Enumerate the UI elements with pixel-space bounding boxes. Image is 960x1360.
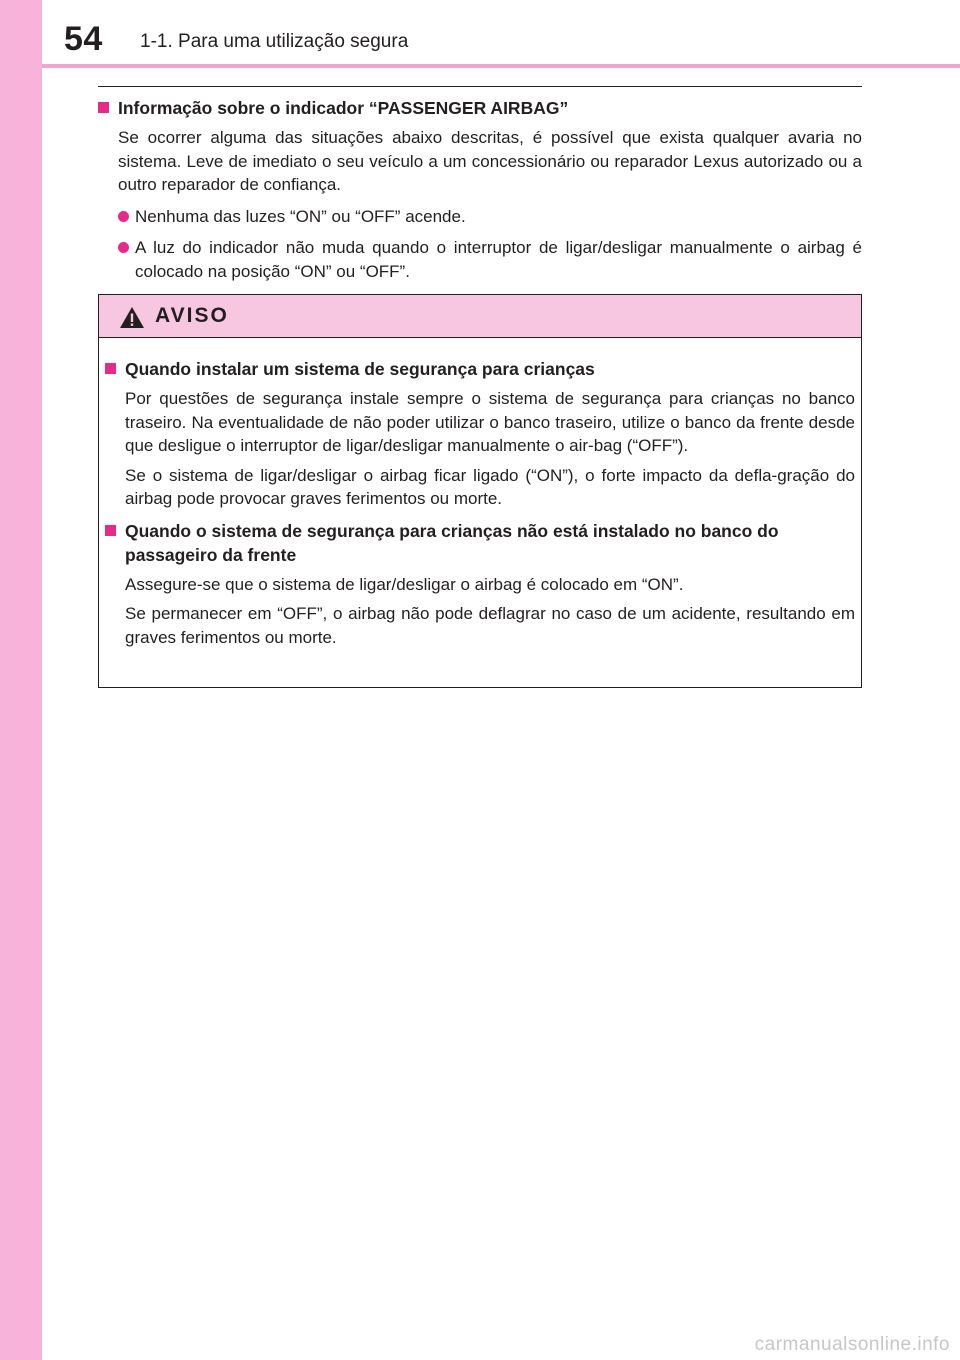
content-divider <box>98 86 862 87</box>
pink-dot-icon <box>118 242 129 253</box>
pink-dot-icon <box>118 211 129 222</box>
warning-body <box>105 357 855 649</box>
info-bullet <box>118 205 862 229</box>
warning-heading-text: Quando instalar um sistema de segurança para crianças <box>125 359 595 379</box>
warning-box <box>98 294 862 688</box>
warning-paragraph: Se permanecer em “OFF”, o airbag não pode deflagrar no caso de um acidente, resultando em graves ferimentos ou morte. <box>125 604 855 647</box>
info-bullet-text: A luz do indicador não muda quando o interruptor de ligar/desligar manualmente o airbag é colocado na posição “ON” ou “OFF”. <box>135 238 862 281</box>
page-header <box>42 0 960 70</box>
info-bullet-text: Nenhuma das luzes “ON” ou “OFF” acende. <box>135 206 466 226</box>
info-section <box>98 96 862 283</box>
info-heading-text: Informação sobre o indicador “PASSENGER AIRBAG” <box>118 98 569 118</box>
warning-title: AVISO <box>155 304 229 327</box>
section-title: 1-1. Para uma utilização segura <box>140 31 409 52</box>
info-paragraph: Se ocorrer alguma das situações abaixo descritas, é possível que exista qualquer avaria no sistema. Leve de imediato o seu veículo a um concessionário ou reparador Lexus autorizado ou a outro reparador de confiança. <box>118 128 862 194</box>
side-color-band <box>0 0 42 1360</box>
warning-heading-text: Quando o sistema de segurança para crianças não está instalado no banco do passageiro da frente <box>125 520 779 565</box>
warning-heading <box>105 357 855 381</box>
header-divider <box>42 64 960 68</box>
pink-square-icon <box>105 363 116 374</box>
watermark: carmanualsonline.info <box>754 1334 950 1355</box>
page-number: 54 <box>64 20 103 58</box>
warning-paragraph: Por questões de segurança instale sempre o sistema de segurança para crianças no banco traseiro. Na eventualidade de não poder utilizar o banco traseiro, utilize o banco da frente desde que desligue o interruptor de ligar/desligar manualmente o air-bag (“OFF”). <box>125 389 855 455</box>
info-bullet <box>118 236 862 283</box>
warning-paragraph: Se o sistema de ligar/desligar o airbag ficar ligado (“ON”), o forte impacto da defla-gração do airbag pode provocar graves ferimentos ou morte. <box>125 465 855 508</box>
info-heading <box>98 96 862 120</box>
warning-paragraph: Assegure-se que o sistema de ligar/desligar o airbag é colocado em “ON”. <box>125 574 684 594</box>
pink-square-icon <box>98 102 109 113</box>
warning-header <box>99 295 861 338</box>
pink-square-icon <box>105 525 116 536</box>
warning-heading <box>105 519 855 567</box>
warning-triangle-icon <box>119 306 145 329</box>
